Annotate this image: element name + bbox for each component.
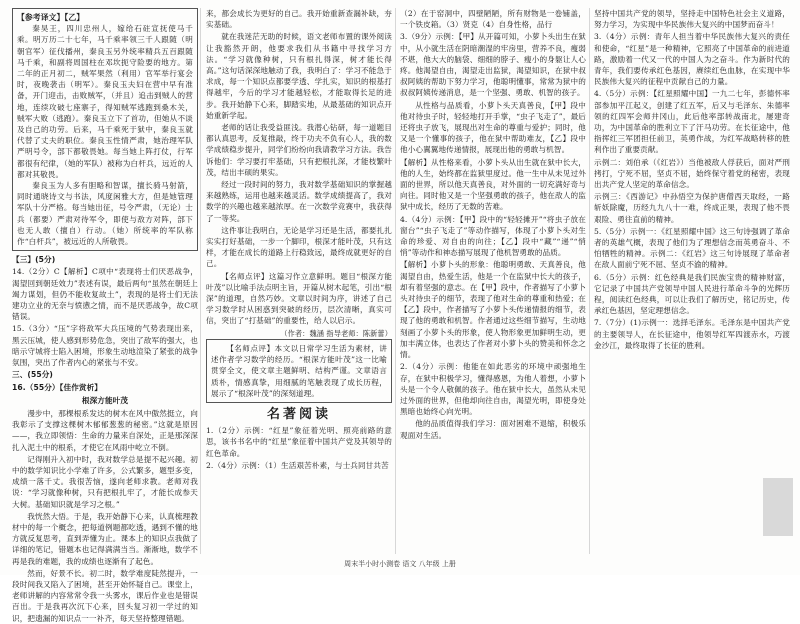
reference-translation-box [12,8,198,251]
column-divider [200,8,201,554]
section-title: 名著阅读 [266,406,331,422]
answer-m2: 2.（4分）示例：（1）生活艰苦朴素，与士兵同甘共苦 [206,460,389,470]
essay-paragraph: 就在我迷茫无助的时候，语文老师布置的课外阅读让我豁然开朗，他要求我们从书籍中寻找学习方法。“学习就像种树，只有根扎得深，树才能长得高。”这句话深深地触动了我，我明白了：学习不能急于求成，每一个知识点都要学透、学扎实，知识的根基打得越牢，今后的学习才能越轻松，才能取得长足的进步。我开始静下心来，脚踏实地，从最基础的知识点开始重新学起。 [206,32,392,120]
answer-paragraph: 示例二：刘伯承（《红岩》）当他被敌人俘获后，面对严刑拷打，宁死不屈，坚贞不屈，始终保守着党的秘密，表现出共产党人坚定的革命信念。 [594,157,790,190]
answer-3: 3.（9分）示例：【甲】从开篇可知，小萝卜头出生在狱中，从小就生活在阴暗潮湿的牢房里，营养不良，瘦弱不堪，他大大的脑袋、细细的脖子、瘦小的身躯让人心疼。他渴望自由，渴望走出监狱，渴望知识，在狱中叔叔阿姨的帮助下努力学习，他聪明懂事，常常为狱中的叔叔阿姨传递消息，是一个坚强、勇敢、机智的孩子。 [400,32,586,98]
essay-paragraph: 我恍然大悟。于是，我开始静下心来，认真梳理教材中的每一个概念，把每道例题都吃透，遇到不懂的地方就反复思考，直到弄懂为止。课本上的知识点我做了详细的笔记，错题本也记得满满当当。渐渐地，数学不再是我的难题，我的成绩也逐渐有了起色。 [12,511,198,566]
answer-paragraph: 从性格与品质看，小萝卜头天真善良，【甲】段中他对待虫子时，轻轻地打开手掌，“虫子飞走了”，最后还将虫子放飞，展现出对生命的尊重与爱护；同时，他又是一个懂事的孩子，他在狱中帮助难友，【乙】段中他小心翼翼地传递情报，展现出他的勇敢与机智。 [400,100,586,155]
reference-translation-paragraph: 秦昊王，四川忠州人，嫁给石砫宣抚使马千乘。明万历二十七年，马千乘率领三千人跟随（明朝官军）征伐播州，秦良玉另外统率精兵五百跟随马千乘，和副将周国柱在邓坎扼守险要的地方。第二年的正月初二，贼军果然（利用）官军举行宴会时，夜晚袭击（明军）。秦良玉夫妇在营中早有准备，开门迎击，击败贼军，（并且）追击到贼人的营地，连续攻破七座寨子，得知贼军逃跑到桑木关，贼军大败（逃跑）。秦良玉立下了首功，但她从不谈及自己的功劳。后来，马千乘死于狱中，秦良玉就代替了丈夫的职位。秦良玉性情严肃，她治理军队严明号令，部下都敬畏她。每当她上阵打仗，行军都很有纪律，（她的军队）被称为白杆兵，远近的人都对其敬畏。 [17,24,193,179]
essay-paragraph: 来，都会成长为更好的自己。我开始重新查漏补缺，夯实基础。 [206,9,392,30]
essay-paragraph: 老师的话让我受益匪浅。我潜心钻研，每一道题目都认真思考，反复推敲，终于功夫不负有心人，我的数学成绩稳步提升，同学们纷纷向我请教学习方法。我告诉他们：学习要打牢基础，只有把根扎深，才能枝繁叶茂，结出丰硕的果实。 [206,123,392,177]
essay-paragraph: 这件事让我明白，无论是学习还是生活，都要扎扎实实打好基础，一步一个脚印，根深才能叶茂，只有这样，才能在成长的道路上行稳致远，最终成就更好的自己。 [206,225,392,269]
page-footer: 周末半小时小测卷 语文 八年级 上册 [344,560,456,568]
column-3 [400,8,586,554]
column-1 [12,8,198,623]
answer-paragraph: 2.（4分）示例：他能在如此恶劣的环境中顽强地生存，在狱中积极学习，懂得感恩，为他人着想，小萝卜头是一个令人敬佩的孩子。他在狱中长大，虽然从未见过外面的世界，但他却向往自由，渴望光明，即使身处黑暗也始终心向光明。 [400,362,586,417]
answer-paragraph: 示例三：《西游记》中孙悟空为保护唐僧西天取经，一路斩妖除魔，历经九九八十一难，终成正果，表现了他不畏艰险、勇往直前的精神。 [594,192,790,224]
analysis-paragraph: 【解析】小萝卜头的形象：他聪明勇敢、天真善良，他渴望自由，热爱生活，他是一个在监狱中长大的孩子，却有着坚强的意志。在【甲】段中，作者描写了小萝卜头对待虫子的细节，表现了他对生命的尊重和热爱；在【乙】段中，作者描写了小萝卜头传递情报的细节，表现了他的勇敢和机智。作者通过这些细节描写，生动地刻画了小萝卜头的形象，使人物形象更加鲜明生动，更加丰满立体，也表达了作者对小萝卜头的赞美和怀念之情。 [400,260,586,360]
answer-paragraph: 坚持中国共产党的领导，坚持走中国特色社会主义道路，努力学习，为实现中华民族伟大复兴的中国梦而奋斗！ [594,9,790,30]
section-label: 【三】(5分) [12,255,56,265]
essay-paragraph: 经过一段时间的努力，我对数学基础知识的掌握越来越熟练，运用也越来越灵活。数学成绩提高了，我对数学的兴趣也越来越浓厚。在一次数学竞赛中，我获得了一等奖。 [206,180,392,223]
answer-16: 16.（55分）【佳作赏析】 [12,382,102,392]
column-divider [589,8,590,554]
reference-translation-paragraph: 秦良玉为人多有胆略和智谋，擅长骑马射箭，同时通晓诗文与书法，风度闲雅大方，但是她管理军队十分严格。每当她出征，号令严肃，（无论）士兵（都要）严肃对待军令，即使与敌方对阵，部下也无人敢（擅自）行动。（她）所统率的军队称作“白杆兵”，被远近的人所敬畏。 [17,181,193,247]
column-divider [395,8,396,554]
answer-paragraph: 5.（5分）示例一：《红星照耀中国》这三句诗强调了革命者的英雄气概，表现了他们为了理想信念而英勇奋斗、不怕牺牲的精神。示例二：《红岩》这三句诗展现了革命者在敌人面前宁死不屈、坚贞不渝的精神。 [594,226,790,270]
answer-paragraph: （2）在于窑洞中，四壁陋陋，所有财物是一卷铺盖，一个铁皮箱。（3）贤克（4）自身性格，品行 [400,9,586,30]
answer-m1: 1.（2分）示例：“红星”象征着光明、照亮前路的意思，该书书名中的“红星”象征着中国共产党及其领导的红色革命。 [206,426,392,458]
column-4 [594,8,790,554]
answer-paragraph: 他的品质值得我们学习：面对困难不退缩，积极乐观面对生活。 [400,419,586,440]
answer-14: 14.（2分）C【解析】C项中“表现将士们厌恶战争，渴望回到朝廷效力”表述有误，最后两句“虽然在朝廷上竭力谋划，但仍不能收复故土”，表现的是将士们无法建功立业的无奈与愤懑之情，而不是厌恶战争，故C项错误。 [12,267,198,322]
answer-paragraph: 7.（7分）(1)示例一：选择毛泽东。毛泽东是中国共产党的主要领导人，在长征途中，他领导红军四渡赤水，巧渡金沙江，最终取得了长征的胜利。 [594,318,790,350]
answer-paragraph: 3.（4分）示例：青年人担当着中华民族伟大复兴的责任和使命，“红星”是一种精神，它照亮了中国革命的前进道路，激励着一代又一代的中国人为之奋斗。作为新时代的青年，我们要传承红色基因，赓续红色血脉，在实现中华民族伟大复兴的征程中贡献自己的力量。 [594,32,790,87]
answer-4: 4.（4分）示例：【甲】段中的“轻轻摊开”“将虫子放在窗台”“虫子飞走了”等动作描写，体现了小萝卜头对生命的珍爱、对自由的向往；【乙】段中“藏”“递”“悄悄”等动作和神态描写展现了他机智勇敢的品质。 [400,214,586,258]
essay-paragraph: 然而，好景不长。初二时，数学难度陡然提升，一段时间我又陷入了困境，甚至开始怀疑自己。课堂上，老师讲解的内容常常令我一头雾水，课后作业也是错误百出。于是我再次沉下心来，回头复习初一学过的知识，把遗漏的知识点一一补齐，每天坚持整理错题。 [12,568,198,623]
section-label: 三、(55分) [12,370,53,380]
answer-paragraph: 4.（5分）示例：【红星照耀中国】一九二七年，彭德怀率部参加平江起义，创建了红五军，后又与毛泽东、朱德率领的红四军会师井冈山，此后他率部转战南北，屡建奇功，为中国革命的胜利立下了汗马功劳。在长征途中，他指挥红三军团担任前卫，英勇作战，为红军战略转移的胜利作出了重要贡献。 [594,89,790,155]
teacher-comment: 【名师点评】本文以日常学习生活为素材，讲述作者学习数学的经历。“根深方能叶茂”这一比喻贯穿全文，使文章主题鲜明、结构严谨。文章语言质朴，情感真挚，用细腻的笔触表现了成长历程，展示了“根深叶茂”的深刻道理。 [211,343,387,398]
essay-author: （作者：魏涵 指导老师：陈新蕾） [280,328,392,338]
column-2 [206,8,392,554]
answer-15: 15.（3分）“压”字将敌军大兵压境的气势表现出来，黑云压城，使人感到形势危急，突出了敌军的强大，也暗示守城将士陷入困境，形象生动地渲染了紧张的战争氛围，突出了作者内心的紧张与不安。 [12,324,198,368]
analysis-paragraph: 【解析】从性格来看，小萝卜头从出生就在狱中长大，他的人生，始终都在监狱里度过。他一生中从未见过外面的世界，所以他天真善良，对外面的一切充满好奇与向往。同时他又是一个坚强勇敢的孩子，他在敌人的监狱中成长，经历了无数的苦难。 [400,157,586,212]
teacher-comment-box [206,339,392,403]
answer-paragraph: 6.（5分）示例：红色经典是我们民族宝贵的精神财富，它记录了中国共产党领导中国人民进行革命斗争的光辉历程，阅读红色经典，可以让我们了解历史，铭记历史，传承红色基因，坚定理想信念。 [594,272,790,316]
essay-paragraph: 漫步中，那棵根系发达的树木在风中傲然挺立，向我彰示了支撑这棵树木郁郁葱葱的秘密。”这就是原因——，我立即领悟：生命的力量来自深处，正是那深深扎入泥土中的根系，才使它在风雨中屹立不倒。 [12,408,198,452]
teacher-comment: 【名师点评】这篇习作立意鲜明。题目“根深方能叶茂”以比喻手法点明主旨，开篇从树木起笔，引出“根深”的道理，自然巧妙。文章以时间为序，讲述了自己学习数学时从困惑到突破的经历，层次清晰，真实可信，突出了“打基础”的重要性，给人以启示。 [206,271,392,326]
page-corner-mark [763,478,793,536]
essay-title: 根深方能叶茂 [81,395,129,405]
reference-translation-title: 【参考译文】【乙】 [17,13,85,22]
essay-paragraph: 记得刚升入初中时，我对数学总是提不起兴趣。初中的数学知识比小学难了许多，公式繁多，题型多变，成绩一落千丈。我很苦恼，遂向老师求教。老师对我说：“学习就像种树，只有把根扎牢了，才能长成参天大树。基础知识就是学习之根。” [12,454,198,509]
